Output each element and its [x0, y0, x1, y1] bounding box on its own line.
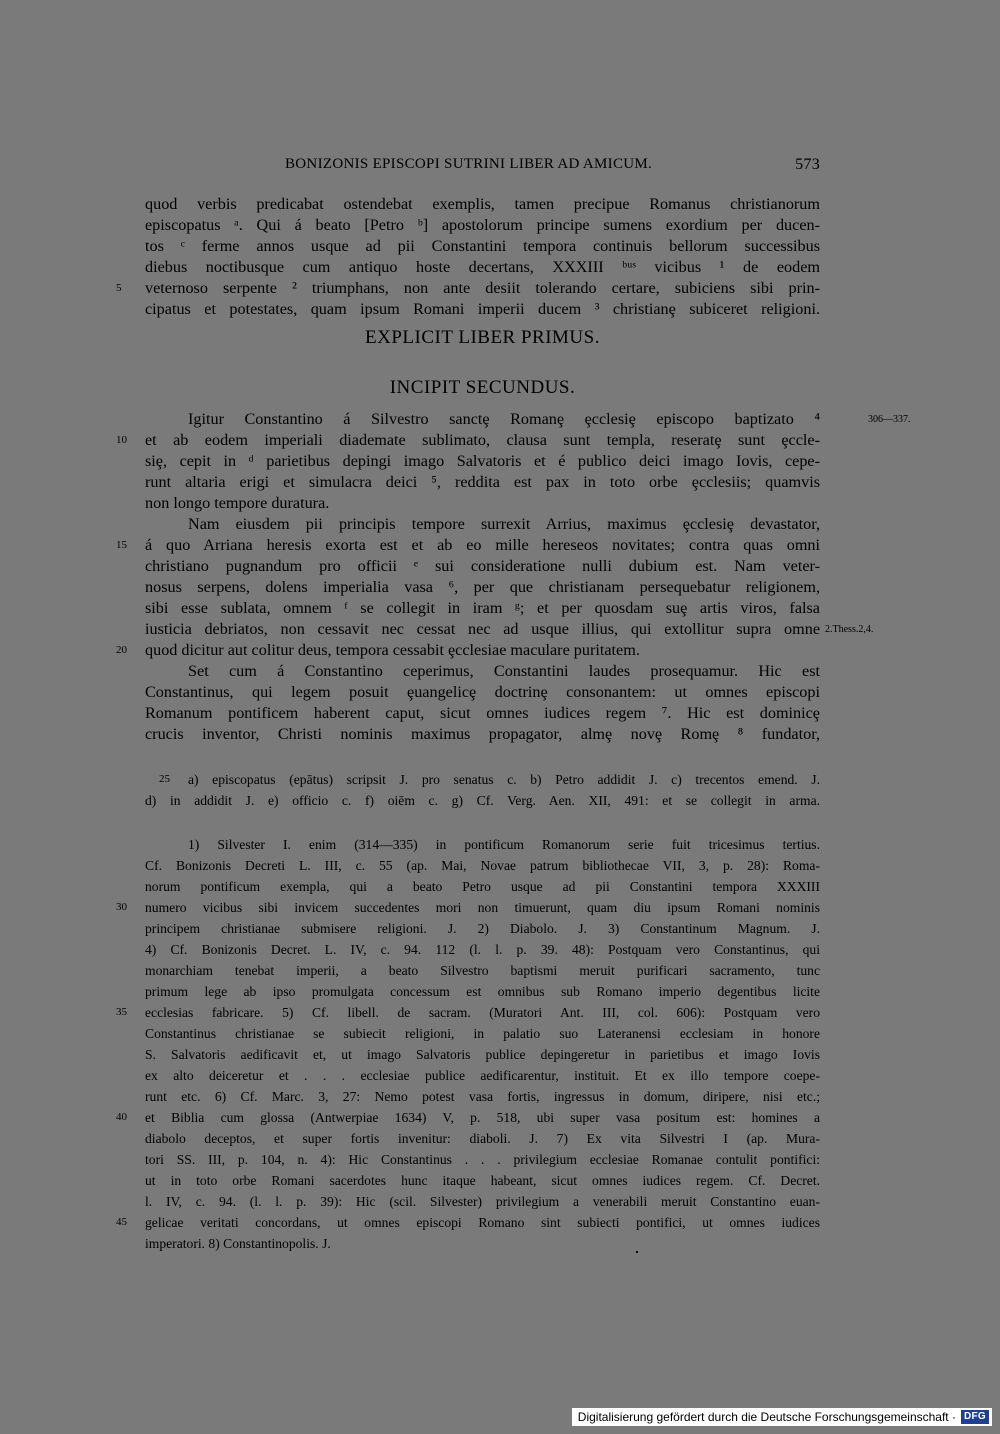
line-number: 35 [116, 1006, 127, 1018]
line-text: Nam eiusdem pii principis tempore surrexit Arrius, maximus ȩcclesiȩ devastator, [188, 515, 820, 533]
line-text: sibi esse sublata, omnem ᶠ se collegit in iram ᵍ; et per quosdam suȩ artis viros, falsa [145, 599, 820, 617]
note-line [145, 960, 820, 981]
line-text: numero vicibus sibi invicem succedentes mori non timuerunt, quam diu ipsum Romani nominis [145, 900, 820, 915]
note-line [145, 1023, 820, 1044]
note-line [145, 1191, 820, 1212]
text-line [145, 194, 820, 215]
line-text: Igitur Constantino á Silvestro sanctȩ Romanȩ ȩcclesiȩ episcopo baptizato ⁴ [188, 410, 820, 428]
line-number: 30 [116, 901, 127, 913]
commentary-notes [116, 834, 820, 1254]
explicit-heading: EXPLICIT LIBER PRIMUS. [365, 327, 600, 348]
running-title: BONIZONIS EPISCOPI SUTRINI LIBER AD AMICUM. [285, 156, 653, 172]
line-number: 45 [116, 1216, 127, 1228]
apparatus-line [145, 790, 820, 811]
text-line [116, 430, 820, 451]
text-line [116, 640, 820, 661]
line-text: 1) Silvester I. enim (314—335) in pontificum Romanorum serie fuit tricesimus tertius. [188, 837, 820, 852]
line-text: quod verbis predicabat ostendebat exemplis, tamen precipue Romanus christianorum [145, 195, 820, 213]
line-text: episcopatus ᵃ. Qui á beato [Petro ᵇ] apostolorum principe sumens exordium per ducen- [145, 216, 820, 234]
line-text: gelicae veritati concordans, ut omnes episcopi Romano sint subiecti pontifici, ut omnes iudices [145, 1215, 820, 1230]
text-line [116, 535, 820, 556]
text-line [145, 514, 820, 535]
text-block-book-one-end [116, 194, 820, 320]
text-line [145, 577, 820, 598]
line-text: iusticia debriatos, non cessavit nec cessat nec ad usque illius, qui extollitur supra omne [145, 620, 820, 638]
note-line [145, 1065, 820, 1086]
text-line [145, 619, 874, 640]
line-text: Constantinus, qui legem posuit ȩuangelicȩ doctrinȩ consonantem: ut omnes episcopi [145, 683, 820, 701]
line-text: ex alto deiceretur et . . . ecclesiae publice aedificarentur, instituit. Et ex illo tempore coepe- [145, 1068, 820, 1083]
margin-reference: 306—337. [868, 414, 911, 425]
line-text: non longo tempore duratura. [145, 494, 330, 512]
note-line [145, 939, 820, 960]
text-line [145, 703, 820, 724]
line-text: ecclesias fabricare. 5) Cf. libell. de sacram. (Muratori Ant. III, col. 606): Postquam vero [145, 1005, 820, 1020]
page-number: 573 [795, 156, 820, 173]
line-number: 15 [116, 539, 127, 551]
textual-apparatus [145, 769, 820, 811]
incipit-heading: INCIPIT SECUNDUS. [389, 377, 576, 398]
line-text: norum pontificum exempla, qui a beato Petro usque ad pii Constantini tempora XXXIII [145, 879, 820, 894]
line-text: nosus serpens, dolens imperialia vasa ⁶, per que christianam persequebatur religionem, [145, 578, 820, 596]
text-block-book-two-start [116, 409, 911, 745]
text-line [145, 215, 820, 236]
note-line [145, 1086, 820, 1107]
line-text: tori SS. III, p. 104, n. 4): Hic Constantinus . . . privilegium ecclesiae Romanae contulit pontifici: [145, 1152, 820, 1167]
line-text: á quo Arriana heresis exorta est et ab eo mille hereseos novitates; contra quas omni [145, 536, 820, 554]
margin-reference: 2.Thess.2,4. [825, 624, 874, 635]
line-text: et Biblia cum glossa (Antwerpiae 1634) V, p. 518, ubi super vasa positum est: homines a [145, 1110, 820, 1125]
dfg-logo-icon: DFG [961, 1410, 989, 1424]
line-text: S. Salvatoris aedificavit et, ut imago Salvatoris publice depingeretur in parietibus et imago Iovis [145, 1047, 820, 1062]
line-text: quod dicitur aut colitur deus, tempora cessabit ȩcclesiae maculare puritatem. [145, 641, 640, 659]
line-text: diabolo deceptos, et super fortis invenitur: diaboli. J. 7) Ex vita Silvestri I (ap. Mura- [145, 1131, 820, 1146]
line-text: principem christianae submisere religioni. J. 2) Diabolo. J. 3) Constantinum Magnum. J. [145, 921, 820, 936]
line-text: imperatori. 8) Constantinopolis. J. [145, 1236, 331, 1251]
note-line [145, 1170, 820, 1191]
line-text: a) episcopatus (epātus) scripsit J. pro senatus c. b) Petro addidit J. c) trecentos emend. J. [188, 772, 820, 787]
line-text: primum lege ab ipso promulgata concessum est omnibus sub Romano imperio degentibus licite [145, 984, 820, 999]
note-line [145, 855, 820, 876]
stray-mark [636, 1251, 638, 1253]
note-line [116, 1212, 820, 1233]
line-text: Set cum á Constantino ceperimus, Constantini laudes prosequamur. Hic est [188, 662, 820, 680]
text-line [145, 257, 820, 278]
line-text: et ab eodem imperiali diademate sublimato, clausa sunt templa, reseratȩ sunt ȩccle- [145, 431, 820, 449]
text-line [145, 682, 820, 703]
line-text: Romanum pontificem haberent caput, sicut omnes iudices regem ⁷. Hic est dominicȩ [145, 704, 820, 722]
line-text: runt etc. 6) Cf. Marc. 3, 27: Nemo potest vasa fortis, ingressus in domum, diripere, nisi etc.; [145, 1089, 820, 1104]
note-line [116, 897, 820, 918]
note-line [145, 1128, 820, 1149]
text-line [145, 451, 820, 472]
line-number: 25 [159, 773, 170, 785]
line-number: 20 [116, 644, 127, 656]
line-text: siȩ, cepit in ᵈ parietibus depingi imago Salvatoris et é publico deici imago Iovis, cepe- [145, 452, 820, 470]
text-line [145, 661, 820, 682]
line-text: diebus noctibusque cum antiquo hoste decertans, XXXIII ᵇᵘˢ vicibus ¹ de eodem [145, 258, 820, 276]
line-text: ut in toto orbe Romani sacerdotes hunc itaque habeant, sicut omnes iudices regem. Cf. Decret. [145, 1173, 820, 1188]
line-text: 4) Cf. Bonizonis Decret. L. IV, c. 94. 112 (l. l. p. 39. 48): Postquam vero Constantinus, qui [145, 942, 820, 957]
dfg-funding-banner[interactable] [572, 1408, 992, 1426]
text-line [145, 598, 820, 619]
text-line [145, 236, 820, 257]
text-line [145, 724, 820, 745]
note-line [145, 876, 820, 897]
note-line [145, 981, 820, 1002]
line-text: Cf. Bonizonis Decreti L. III, c. 55 (ap. Mai, Novae patrum bibliothecae VII, 3, p. 28): Roma- [145, 858, 820, 873]
line-text: christiano pugnandum pro officii ᵉ sui consideratione nulli dubium est. Nam veter- [145, 557, 820, 575]
line-text: veternoso serpente ² triumphans, non ante desiit tolerando certare, subiciens sibi prin- [145, 279, 820, 297]
text-line [145, 299, 820, 320]
text-line [145, 472, 820, 493]
note-line [145, 1149, 820, 1170]
line-number: 10 [116, 434, 127, 446]
line-text: Constantinus christianae se subiecit religioni, in palatio suo Lateranensi ecclesiam in honore [145, 1026, 820, 1041]
note-line [145, 834, 820, 855]
line-text: monarchiam tenebat imperii, a beato Silvestro baptismi meruit purificari sacramento, tunc [145, 963, 820, 978]
text-line [145, 556, 820, 577]
note-line [116, 1002, 820, 1023]
line-text: cipatus et potestates, quam ipsum Romani imperii ducem ³ christianȩ subiceret religioni. [145, 300, 820, 318]
line-text: l. IV, c. 94. (l. l. p. 39): Hic (scil. Silvester) privilegium a venerabili meruit Constantino euan- [145, 1194, 820, 1209]
note-line [116, 1107, 820, 1128]
line-text: tos ᶜ ferme annos usque ad pii Constantini tempora continuis bellorum successibus [145, 237, 820, 255]
line-text: runt altaria erigi et simulacra deici ⁵, reddita est pax in toto orbe ȩcclesiis; quamvis [145, 473, 820, 491]
note-line [145, 918, 820, 939]
text-line [116, 278, 820, 299]
text-line [145, 493, 820, 514]
line-number: 5 [116, 282, 122, 294]
note-line [145, 1044, 820, 1065]
line-text: d) in addidit J. e) officio c. f) oiēm c. g) Cf. Verg. Aen. XII, 491: et se collegit in arma. [145, 793, 820, 808]
text-line [145, 409, 911, 430]
line-text: crucis inventor, Christi nominis maximus propagator, almȩ novȩ Romȩ ⁸ fundator, [145, 725, 820, 743]
apparatus-line [145, 769, 820, 790]
note-line [145, 1233, 820, 1254]
line-number: 40 [116, 1111, 127, 1123]
funding-text: Digitalisierung gefördert durch die Deutsche Forschungsgemeinschaft · [577, 1410, 956, 1424]
